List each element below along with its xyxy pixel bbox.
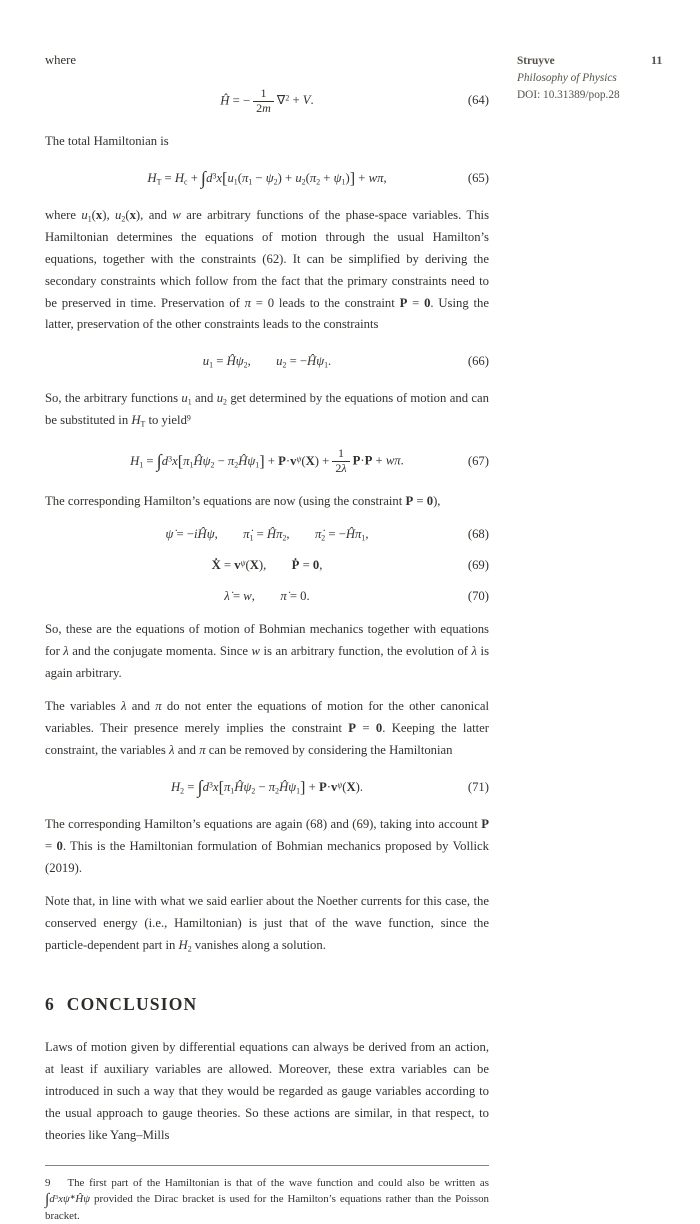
equation-number: (66) bbox=[467, 354, 489, 369]
running-header bbox=[517, 53, 647, 104]
equation-body: Ẋ = $v^\psi(X)$, Ṗ = 0, bbox=[211, 558, 323, 572]
equation-number: (67) bbox=[467, 453, 489, 468]
section-number: 6 bbox=[45, 993, 54, 1014]
section-heading-conclusion bbox=[45, 989, 489, 1019]
footnote-text: The first part of the Hamiltonian is that of the wave function and could also be written as $\int d^3x\psi^∗Ĥ\psi$ provided the Dirac bracket is used for the Hamilton’s equations rather than the Poisson bracket. bbox=[45, 1176, 489, 1222]
equation-number: (64) bbox=[467, 93, 489, 108]
equation-69 bbox=[45, 555, 489, 577]
footnote-number: 9 bbox=[45, 1176, 51, 1189]
equation-body: λ̇ = w, π̇ = 0. bbox=[224, 588, 310, 603]
equation-number: (68) bbox=[467, 527, 489, 542]
equation-68 bbox=[45, 524, 489, 546]
header-doi: DOI: 10.31389/pop.28 bbox=[517, 88, 620, 101]
body-text: The variables λ and π do not enter the equations of motion for the other canonical variables. Their presence merely implies the constraint P = 0. Keeping the latter constraint, the variables λ and π can be removed by considering the Hamiltonian bbox=[45, 698, 489, 757]
body-text: So, these are the equations of motion of Bohmian mechanics together with equations for λ and the conjugate momenta. Since w is an arbitrary function, the evolution of λ is again arbitrary. bbox=[45, 621, 490, 680]
equation-64 bbox=[45, 87, 489, 116]
section-title: CONCLUSION bbox=[66, 993, 198, 1014]
equation-66 bbox=[45, 351, 489, 373]
page-number: 11 bbox=[651, 53, 663, 67]
equation-number: (69) bbox=[467, 558, 489, 572]
equation-body: $H_2$ = $\int d^3x[\pi_1Ĥ\psi_2$ − $\pi_2Ĥ\psi_1] + P\cdot v^\psi(X)$. bbox=[170, 776, 364, 797]
equation-body: $H_1$ = $\int d^3x[\pi_1Ĥ\psi_2$ − $\pi_2Ĥ\psi_1] + P\cdot v^\psi(X)$ + $\frac{1}{2\lambda}$ P·P + wπ. bbox=[130, 446, 404, 476]
equation-70 bbox=[45, 586, 489, 608]
equation-body: ψ̇ = −iĤψ, $\pi̇_1$ = $Ĥ\pi_2$, $\pi̇_2$ = $-Ĥ\pi_1$, bbox=[165, 527, 369, 543]
fraction: $\frac{1}{2m}$ bbox=[253, 87, 274, 116]
body-text: The total Hamiltonian is bbox=[45, 133, 169, 148]
body-text: So, the arbitrary functions $u_1$ and $u_2$ get determined by the equations of motion and can be substituted in $H_T$ to yield$^9$ bbox=[45, 391, 489, 429]
article-body bbox=[45, 50, 489, 1224]
body-text: Note that, in line with what we said earlier about the Noether currents for this case, the conserved energy (i.e., Hamiltonian) is just that of the wave function, since the particle-dependent part in $H_2$ vanishes along a solution. bbox=[45, 893, 489, 953]
body-text: Laws of motion given by differential equations can always be derived from an action, at least if auxiliary variables are allowed. Moreover, these extra variables can be introduced in such a way that they would be regarded as gauge variables according to the usual approach to gauge theories. So these actions are similar, in that respect, to theories like Yang–Mills bbox=[45, 1039, 489, 1142]
equation-number: (65) bbox=[467, 170, 489, 185]
equation-71 bbox=[45, 777, 489, 799]
equation-number: (70) bbox=[467, 588, 489, 603]
equation-65 bbox=[45, 168, 489, 190]
equation-number: (71) bbox=[467, 779, 489, 794]
equation-body: $u_1$ = $Ĥ\psi_2$, $u_2$ = $-Ĥ\psi_1$. bbox=[202, 354, 332, 370]
header-author: Struyve bbox=[517, 55, 555, 67]
body-text: The corresponding Hamilton’s equations are again (68) and (69), taking into account P = 0. This is the Hamiltonian formulation of Bohmian mechanics proposed by Vollick (2019). bbox=[45, 816, 490, 875]
body-text: The corresponding Hamilton’s equations are now (using the constraint P = 0), bbox=[45, 494, 441, 509]
equation-67 bbox=[45, 447, 489, 476]
body-text: where bbox=[45, 53, 76, 67]
body-text: where $u_1(x)$, $u_2(x)$, and w are arbitrary functions of the phase-space variables. This Hamiltonian determines the equations of motion through the usual Hamilton’s equations, together with the constraints (62). It can be simplified by deriving the secondary constraints which follow from the fact that the primary constraints need to be preserved in time. Preservation of π = 0 leads to the constraint P = 0. Using the latter, preservation of the other constraints leads to the constraints bbox=[45, 207, 490, 332]
footnote bbox=[45, 1175, 489, 1224]
header-journal-title: Philosophy of Physics bbox=[517, 71, 617, 84]
equation-body: $H_T = H_c + \int d^3x[u_1(\pi_1 - \psi_2) + u_2(\pi_2 + \psi_1)] + w\pi$, bbox=[147, 167, 387, 188]
footnote-separator bbox=[45, 1165, 489, 1166]
equation-body: Ĥ = − $\frac{1}{2m}$ ∇$^2$ + V. bbox=[220, 85, 314, 115]
fraction: $\frac{1}{2\lambda}$ bbox=[332, 447, 349, 476]
